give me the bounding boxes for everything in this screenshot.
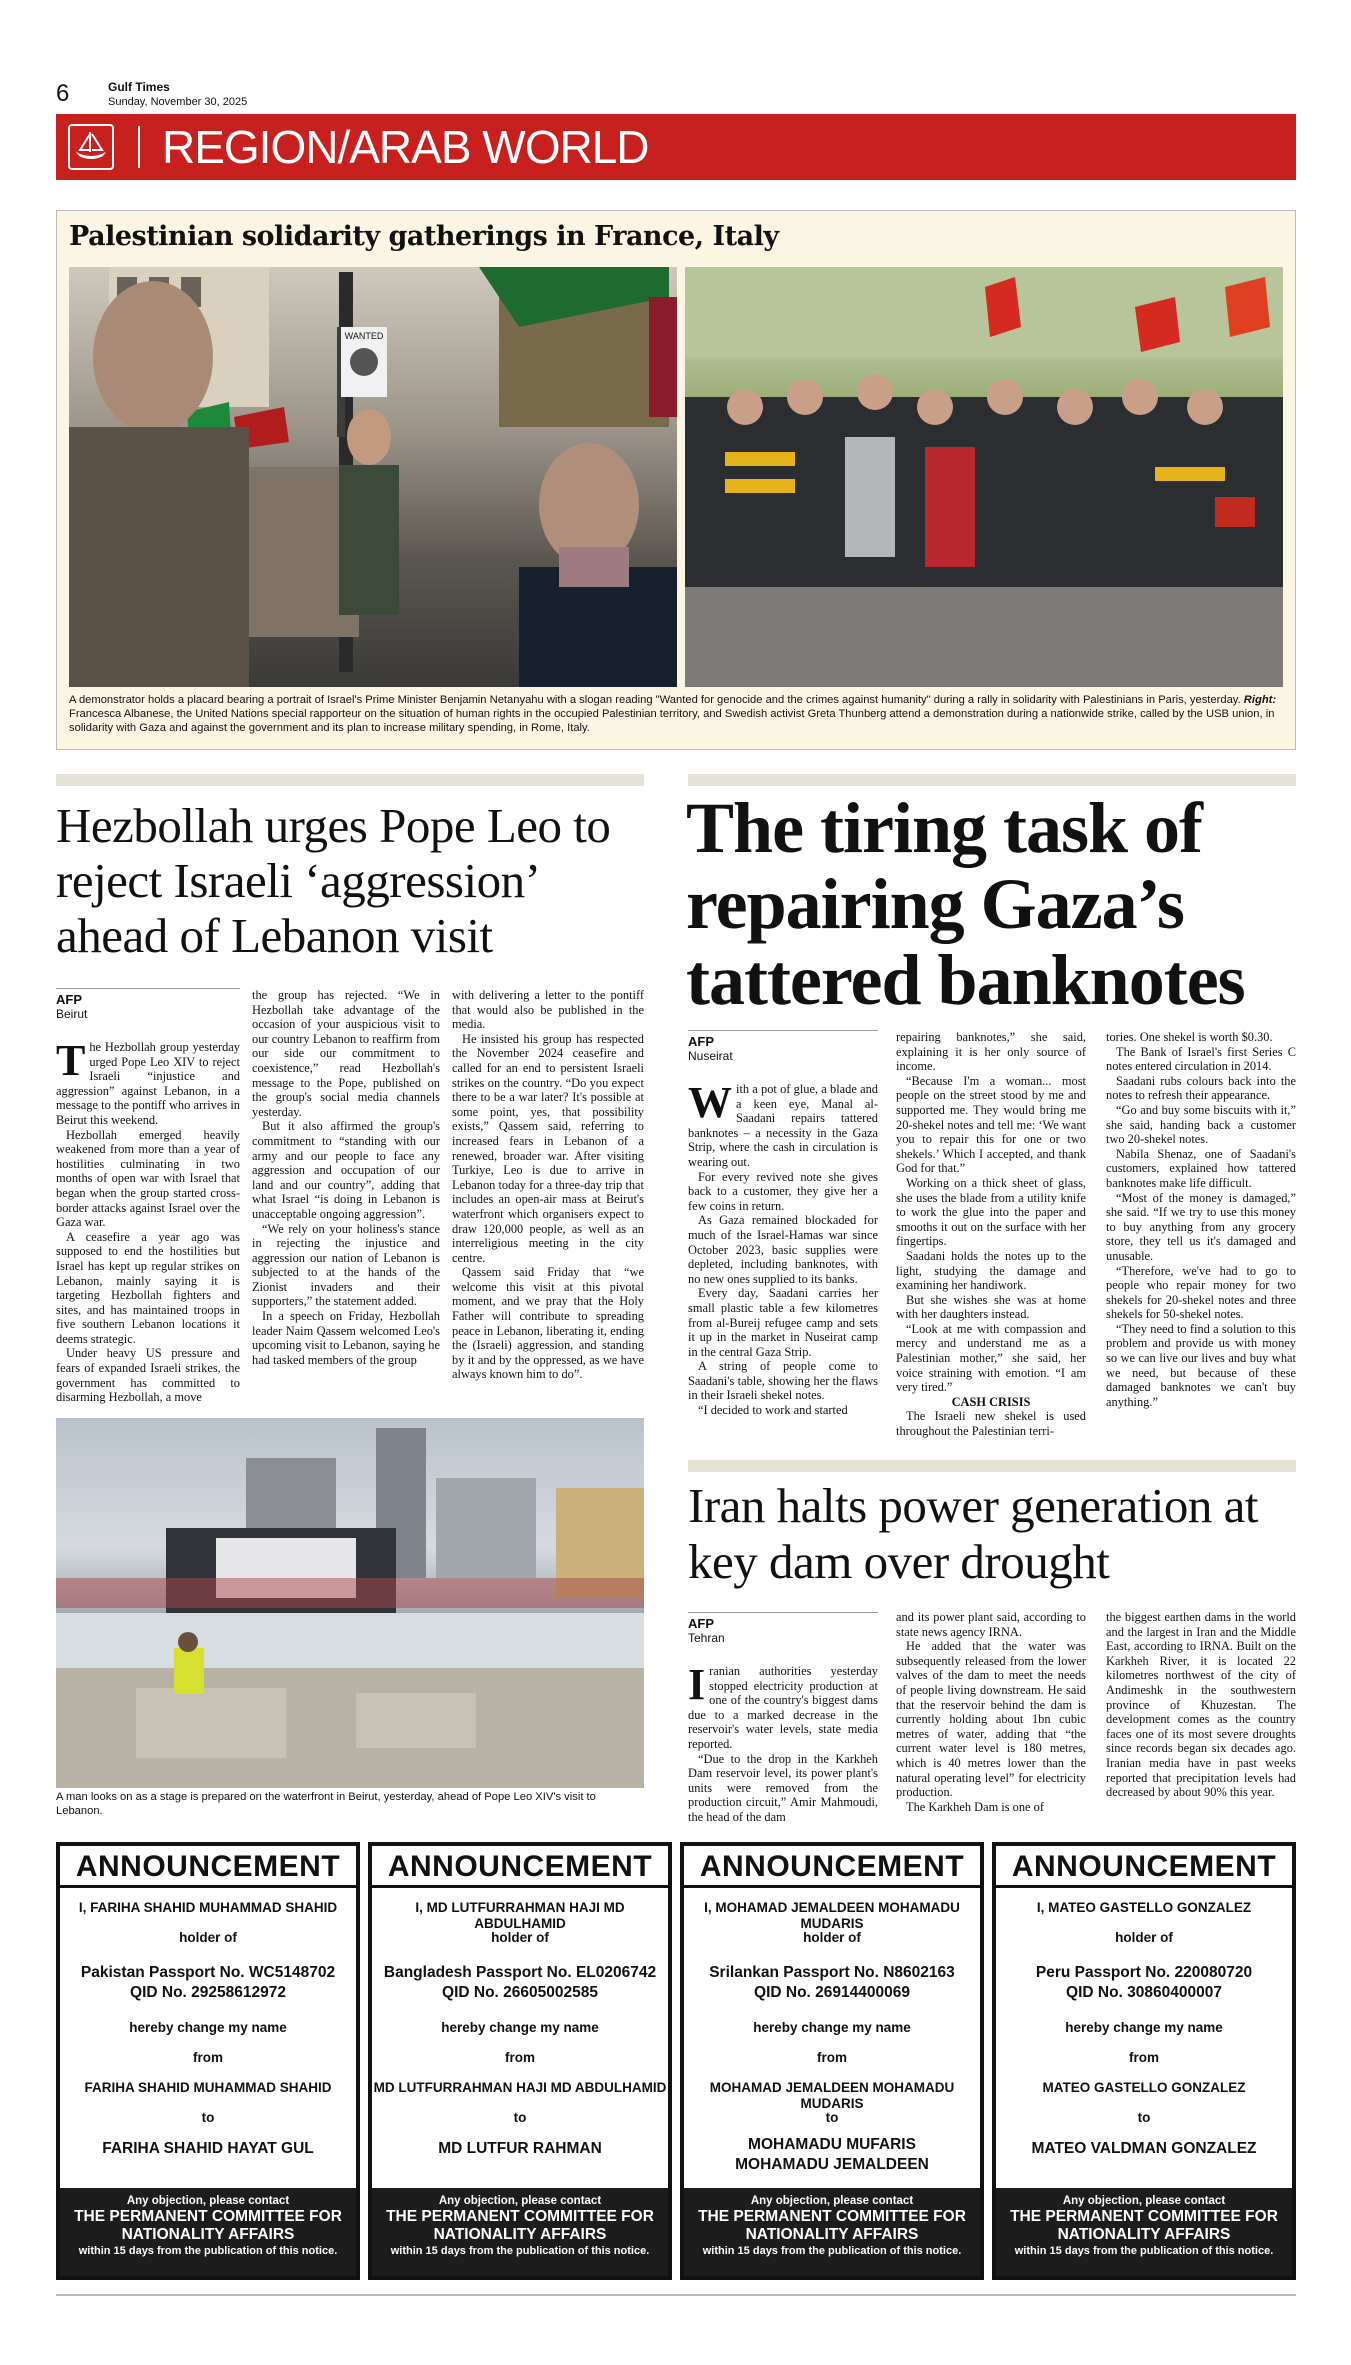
gaza-para: Working on a thick sheet of glass, she uses the blade from a utility knife to work the glue into the paper and smooths it out on the surface with her fingertips. [896, 1175, 1086, 1249]
gaza-para: Saadani holds the notes up to the light, studying the damage and examining her handiwork. [896, 1248, 1086, 1293]
caption-rome: Francesca Albanese, the United Nations special rapporteur on the situation of human rights in the occupied Palestinian territory, and Swedish activist Greta Thunberg attend a demonstration during a nationwide strike, called by the USB union, in solidarity with Gaza and against the government and its plan to increase military spending, in Rome, Italy. [69, 708, 1275, 734]
announcement-from: from [817, 2050, 847, 2065]
announcement-new-name: FARIHA SHAHID HAYAT GUL [102, 2140, 314, 2157]
hezbollah-headline: Hezbollah urges Pope Leo to reject Israeli ‘aggression’ ahead of Lebanon visit [56, 798, 611, 963]
gaza-dropcap: W [688, 1078, 732, 1127]
gaza-para: As Gaza remained blockaded for much of the Israel-Hamas war since October 2023, basic supplies were depleted, including banknotes, with no new ones supplied to its banks. [688, 1213, 878, 1286]
announcement-passport: Bangladesh Passport No. EL0206742 [383, 1964, 657, 1981]
gaza-para: The Israeli new shekel is used throughout the Palestinian terri- [896, 1409, 1086, 1439]
announcement-old-name: MATEO GASTELLO GONZALEZ [1042, 2080, 1246, 2095]
gaza-headline: The tiring task of repairing Gaza’s tattered banknotes [686, 788, 1245, 1020]
announcement-title: ANNOUNCEMENT [60, 1846, 356, 1888]
photo-feature [56, 210, 1296, 750]
iran-byline [688, 1612, 878, 1645]
hezbollah-para: He insisted his group has respected the November 2024 ceasefire and called for an end to persistent Israeli strikes on the country. “Do you expect there to be a war later? It's possible at some point, yes, that possibility exists,” Qassem said, referring to increased fears in Lebanon of a renewed, broader war. After visiting Turkiye, Leo is due to arrive in Lebanon today for a three-day trip that includes an open-air mass at Beirut's waterfront which organisers expect to draw 120,000 people, as well as an interreligious meeting in the city centre. [452, 1031, 644, 1265]
committee-name-2: NATIONALITY AFFAIRS [433, 2226, 607, 2243]
announcement-footer [684, 2188, 980, 2276]
gaza-para: ith a pot of glue, a blade and a keen eye, Manal al-Saadani repairs tattered banknotes – a necessity in the Gaza Strip, where the cash in circulation is wearing out. [688, 1082, 878, 1169]
announcement-old-name: FARIHA SHAHID MUHAMMAD SHAHID [84, 2080, 332, 2095]
hezbollah-para: In a speech on Friday, Hezbollah leader Naim Qassem welcomed Leo's upcoming visit to Lebanon, saying he had tasked members of the group [252, 1309, 440, 1367]
hezbollah-para: A ceasefire a year ago was supposed to end the hostilities but Israel has kept up regular strikes on Lebanon, mainly saying it is targeting Hezbollah fighters and sites, and has maintained troops in five southern Lebanon locations it deems strategic. [56, 1229, 240, 1346]
gaza-para: But she wishes she was at home with her daughters instead. [896, 1292, 1086, 1322]
announcement-holder: holder of [803, 1930, 861, 1945]
announcement-card [680, 1842, 984, 2280]
gaza-para: repairing banknotes,” she said, explaining it is her only source of income. [896, 1030, 1086, 1074]
announcement-change: hereby change my name [441, 2020, 599, 2035]
announcement-card [368, 1842, 672, 2280]
hezbollah-para: the group has rejected. “We in Hezbollah take advantage of the occasion of your auspicious visit to our country Lebanon to reaffirm from our side our commitment to coexistence,” read Hezbollah's message to the Pope, published on the group's social media channels yesterday. [252, 988, 440, 1119]
gaza-para: “They need to find a solution to this problem and provide us with money so we can live our lives and buy what we need, but because of these damaged banknotes we can't buy anything.” [1106, 1321, 1296, 1409]
paris-rally-photo [69, 267, 677, 687]
announcement-to: to [1137, 2110, 1151, 2125]
hezbollah-dropcap: T [56, 1036, 86, 1085]
gaza-para: “I decided to work and started [698, 1403, 848, 1418]
announcement-passport: Srilankan Passport No. N8602163 [709, 1964, 955, 1981]
deadline-text: within 15 days from the publication of this notice. [78, 2245, 338, 2257]
section-banner [56, 114, 1296, 180]
committee-name-2: NATIONALITY AFFAIRS [745, 2226, 919, 2243]
caption-paris: A demonstrator holds a placard bearing a portrait of Israel's Prime Minister Benjamin Netanyahu with a slogan reading "Wanted for genocide and the crimes against humanity" during a rally in solidarity with Palestinians in Paris, yesterday. [69, 694, 1241, 706]
deadline-text: within 15 days from the publication of this notice. [702, 2245, 962, 2257]
hezbollah-top-rule [56, 774, 644, 786]
announcement-change: hereby change my name [129, 2020, 287, 2035]
beirut-waterfront-photo [56, 1418, 644, 1788]
caption-right-label: Right: [1243, 694, 1277, 706]
iran-para: “Due to the drop in the Karkheh Dam reservoir level, its power plant's units were removed from the production circuit,” Amir Mahmoudi, the head of the dam [688, 1751, 878, 1824]
announcement-card [992, 1842, 1296, 2280]
gaza-col-3 [1106, 1030, 1296, 1409]
section-divider [138, 126, 140, 168]
gaza-para: “Therefore, we've had to go to people who repair money for two shekels for 20-shekel notes and three shekels for 50-shekel notes. [1106, 1263, 1296, 1322]
objection-text: Any objection, please contact [1062, 2195, 1226, 2207]
announcement-qid: QID No. 26605002585 [442, 1984, 598, 2001]
committee-name: THE PERMANENT COMMITTEE FOR [698, 2208, 966, 2225]
hezbollah-para: he Hezbollah group yesterday urged Pope Leo XIV to reject Israeli “injustice and aggression” against Lebanon, in a message to the pontiff who arrives in Beirut this weekend. [56, 1040, 240, 1127]
announcement-new-name: MD LUTFUR RAHMAN [438, 2140, 602, 2157]
gaza-para: “Go and buy some biscuits with it,” she said, handing back a customer two 20-shekel notes. [1106, 1102, 1296, 1147]
iran-dropcap: I [688, 1660, 706, 1709]
hezbollah-col-1 [56, 1036, 240, 1405]
iran-para: and its power plant said, according to state news agency IRNA. [896, 1610, 1086, 1639]
wanted-placard-text: WANTED [344, 331, 384, 341]
announcement-card [56, 1842, 360, 2280]
announcement-name: I, MATEO GASTELLO GONZALEZ [1036, 1900, 1252, 1915]
gaza-para: “Look at me with compassion and mercy and understand me as a Palestinian mother,” she said, her voice straining with emotion. “I am very tired.” [896, 1321, 1086, 1395]
committee-name-2: NATIONALITY AFFAIRS [121, 2226, 295, 2243]
photo-caption [69, 693, 1285, 735]
photo-headline: Palestinian solidarity gatherings in France, Italy [69, 221, 779, 252]
committee-name: THE PERMANENT COMMITTEE FOR [1010, 2208, 1278, 2225]
announcement-title: ANNOUNCEMENT [372, 1846, 668, 1888]
objection-text: Any objection, please contact [750, 2195, 914, 2207]
masthead-title: Gulf Times [108, 80, 170, 94]
hezbollah-para: But it also affirmed the group's commitment to “standing with our army and our people to face any aggression and occupation of our land and our country”, adding that what Israel “is doing in Lebanon is unacceptable ongoing aggression”. [252, 1119, 440, 1221]
ship-logo-icon [68, 124, 114, 170]
announcement-old-name: MD LUTFURRAHMAN HAJI MD ABDULHAMID [373, 2080, 667, 2095]
gaza-para: “Most of the money is damaged,” she said. “If we try to use this money to buy anything from any grocery store, they tell us it's damaged and unusable. [1106, 1190, 1296, 1263]
announcement-qid: QID No. 30860400007 [1066, 1984, 1222, 2001]
iran-col-2 [896, 1610, 1086, 1814]
deadline-text: within 15 days from the publication of this notice. [390, 2245, 650, 2257]
hezbollah-col-3 [452, 988, 644, 1382]
hezbollah-para: Under heavy US pressure and fears of expanded Israeli strikes, the government has committed to disarming Hezbollah, a move [56, 1346, 240, 1405]
announcement-footer [60, 2188, 356, 2276]
announcement-old-name: MOHAMAD JEMALDEEN MOHAMADU MUDARIS [709, 2080, 955, 2111]
hezbollah-para: Qassem said Friday that “we welcome this visit at this pivotal moment, and we pray that the Holy Father will contribute to spreading peace in Lebanon, liberating it, ending the (Israeli) aggression, and standing by it and by the oppressed, as we have always known him to do”. [452, 1265, 644, 1382]
hezbollah-col-2 [252, 988, 440, 1367]
gaza-agency: AFP [688, 1034, 714, 1049]
section-title: REGION/ARAB WORLD [162, 121, 649, 173]
deadline-text: within 15 days from the publication of this notice. [1014, 2245, 1274, 2257]
iran-col-3 [1106, 1610, 1296, 1800]
announcement-name: I, MD LUTFURRAHMAN HAJI MD ABDULHAMID [415, 1900, 625, 1931]
gaza-top-rule [688, 774, 1296, 786]
iran-para: He added that the water was subsequently released from the lower valves of the dam to meet the needs of people living downstream. He said that the reservoir behind the dam is currently holding about 1bn cubic metres of water, adding that “the current water level is 180 metres, which is 40 metres lower than the natural operating level” for electricity production. [896, 1639, 1086, 1800]
announcement-change: hereby change my name [753, 2020, 911, 2035]
hezbollah-para: “We rely on your holiness's stance in rejecting the injustice and aggression our nation of Lebanon is subjected to at the hands of the Zionist invaders and their supporters,” the statement added. [252, 1221, 440, 1309]
iran-para: The Karkheh Dam is one of [906, 1799, 1044, 1814]
announcement-new-name: MOHAMADU MUFARIS [748, 2136, 916, 2153]
beirut-photo-caption: A man looks on as a stage is prepared on the waterfront in Beirut, yesterday, ahead of Pope Leo XIV's visit to Lebanon. [56, 1791, 596, 1817]
announcement-from: from [193, 2050, 223, 2065]
hezbollah-byline [56, 988, 240, 1021]
announcement-from: from [1129, 2050, 1159, 2065]
announcements-row [56, 1842, 1296, 2282]
gaza-para: The Bank of Israel's first Series C notes entered circulation in 2014. [1106, 1044, 1296, 1074]
gaza-para: Every day, Saadani carries her small plastic table a few kilometres from al-Bureij refugee camp and sets it up in the market in Nuseirat camp in the central Gaza Strip. [688, 1286, 878, 1359]
objection-text: Any objection, please contact [126, 2195, 290, 2207]
announcement-to: to [513, 2110, 527, 2125]
announcement-new-name-2: MOHAMADU JEMALDEEN [735, 2156, 929, 2173]
iran-dateline: Tehran [688, 1631, 725, 1645]
gaza-para: Saadani rubs colours back into the notes to refresh their appearance. [1106, 1073, 1296, 1103]
iran-headline: Iran halts power generation at key dam over drought [688, 1478, 1259, 1589]
rome-demonstration-photo [685, 267, 1283, 687]
gaza-dateline: Nuseirat [688, 1049, 733, 1063]
hezbollah-agency: AFP [56, 992, 82, 1007]
hezbollah-dateline: Beirut [56, 1007, 88, 1021]
announcement-name: I, FARIHA SHAHID MUHAMMAD SHAHID [78, 1900, 338, 1915]
bottom-rule [56, 2294, 1296, 2296]
announcement-qid: QID No. 29258612972 [130, 1984, 286, 2001]
announcement-footer [372, 2188, 668, 2276]
gaza-para: “Because I'm a woman... most people on the street stood by me and supported me. They would bring me 20-shekel notes and tell me: ‘We want you to repair this for one or two shekels.’ Which I accepted, and thank God for that.” [896, 1073, 1086, 1176]
masthead [108, 80, 247, 109]
announcement-title: ANNOUNCEMENT [684, 1846, 980, 1888]
announcement-from: from [505, 2050, 535, 2065]
iran-top-rule [688, 1460, 1296, 1472]
committee-name: THE PERMANENT COMMITTEE FOR [386, 2208, 654, 2225]
issue-date: Sunday, November 30, 2025 [108, 96, 248, 108]
gaza-para: tories. One shekel is worth $0.30. [1106, 1030, 1273, 1044]
gaza-subhead: CASH CRISIS [951, 1394, 1031, 1409]
committee-name-2: NATIONALITY AFFAIRS [1057, 2226, 1231, 2243]
gaza-col-1 [688, 1078, 878, 1418]
announcement-change: hereby change my name [1065, 2020, 1223, 2035]
hezbollah-para: with delivering a letter to the pontiff that would also be published in the media. [452, 988, 644, 1032]
iran-col-1 [688, 1660, 878, 1825]
announcement-qid: QID No. 26914400069 [754, 1984, 910, 2001]
objection-text: Any objection, please contact [438, 2195, 602, 2207]
gaza-col-2 [896, 1030, 1086, 1439]
announcement-holder: holder of [179, 1930, 237, 1945]
iran-para: the biggest earthen dams in the world and the largest in Iran and the Middle East, according to IRNA. Built on the Karkheh River, it is located 22 kilometres northwest of the city of Andimeshk in the southwestern province of Khuzestan. The development comes as the country faces one of its most severe droughts since records began six decades ago. Iranian media have in past weeks reported that precipitation levels had decreased by about 90% this year. [1106, 1610, 1296, 1800]
committee-name: THE PERMANENT COMMITTEE FOR [74, 2208, 342, 2225]
announcement-name: I, MOHAMAD JEMALDEEN MOHAMADU MUDARIS [704, 1900, 960, 1931]
gaza-byline [688, 1030, 878, 1063]
announcement-passport: Peru Passport No. 220080720 [1035, 1964, 1253, 1981]
gaza-para: A string of people come to Saadani's table, showing her the flaws in their Israeli shekel notes. [688, 1359, 878, 1403]
announcement-to: to [201, 2110, 215, 2125]
announcement-to: to [825, 2110, 839, 2125]
announcement-footer [996, 2188, 1292, 2276]
iran-agency: AFP [688, 1616, 714, 1631]
announcement-new-name: MATEO VALDMAN GONZALEZ [1031, 2140, 1257, 2157]
announcement-holder: holder of [1115, 1930, 1173, 1945]
page-number: 6 [56, 80, 70, 107]
iran-para: ranian authorities yesterday stopped electricity production at one of the country's biggest dams due to a marked decrease in the reservoir's water levels, state media reported. [688, 1664, 878, 1751]
gaza-para: Nabila Shenaz, one of Saadani's customers, explained how tattered banknotes make life difficult. [1106, 1146, 1296, 1190]
announcement-title: ANNOUNCEMENT [996, 1846, 1292, 1888]
announcement-holder: holder of [491, 1930, 549, 1945]
gaza-para: For every revived note she gives back to a customer, they give her a few coins in return. [688, 1169, 878, 1213]
announcement-passport: Pakistan Passport No. WC5148702 [80, 1964, 336, 1981]
hezbollah-para: Hezbollah emerged heavily weakened from more than a year of hostilities culminating in two months of open war with Israel that began when the group started cross-border attacks against Israel over the Gaza war. [56, 1127, 240, 1230]
